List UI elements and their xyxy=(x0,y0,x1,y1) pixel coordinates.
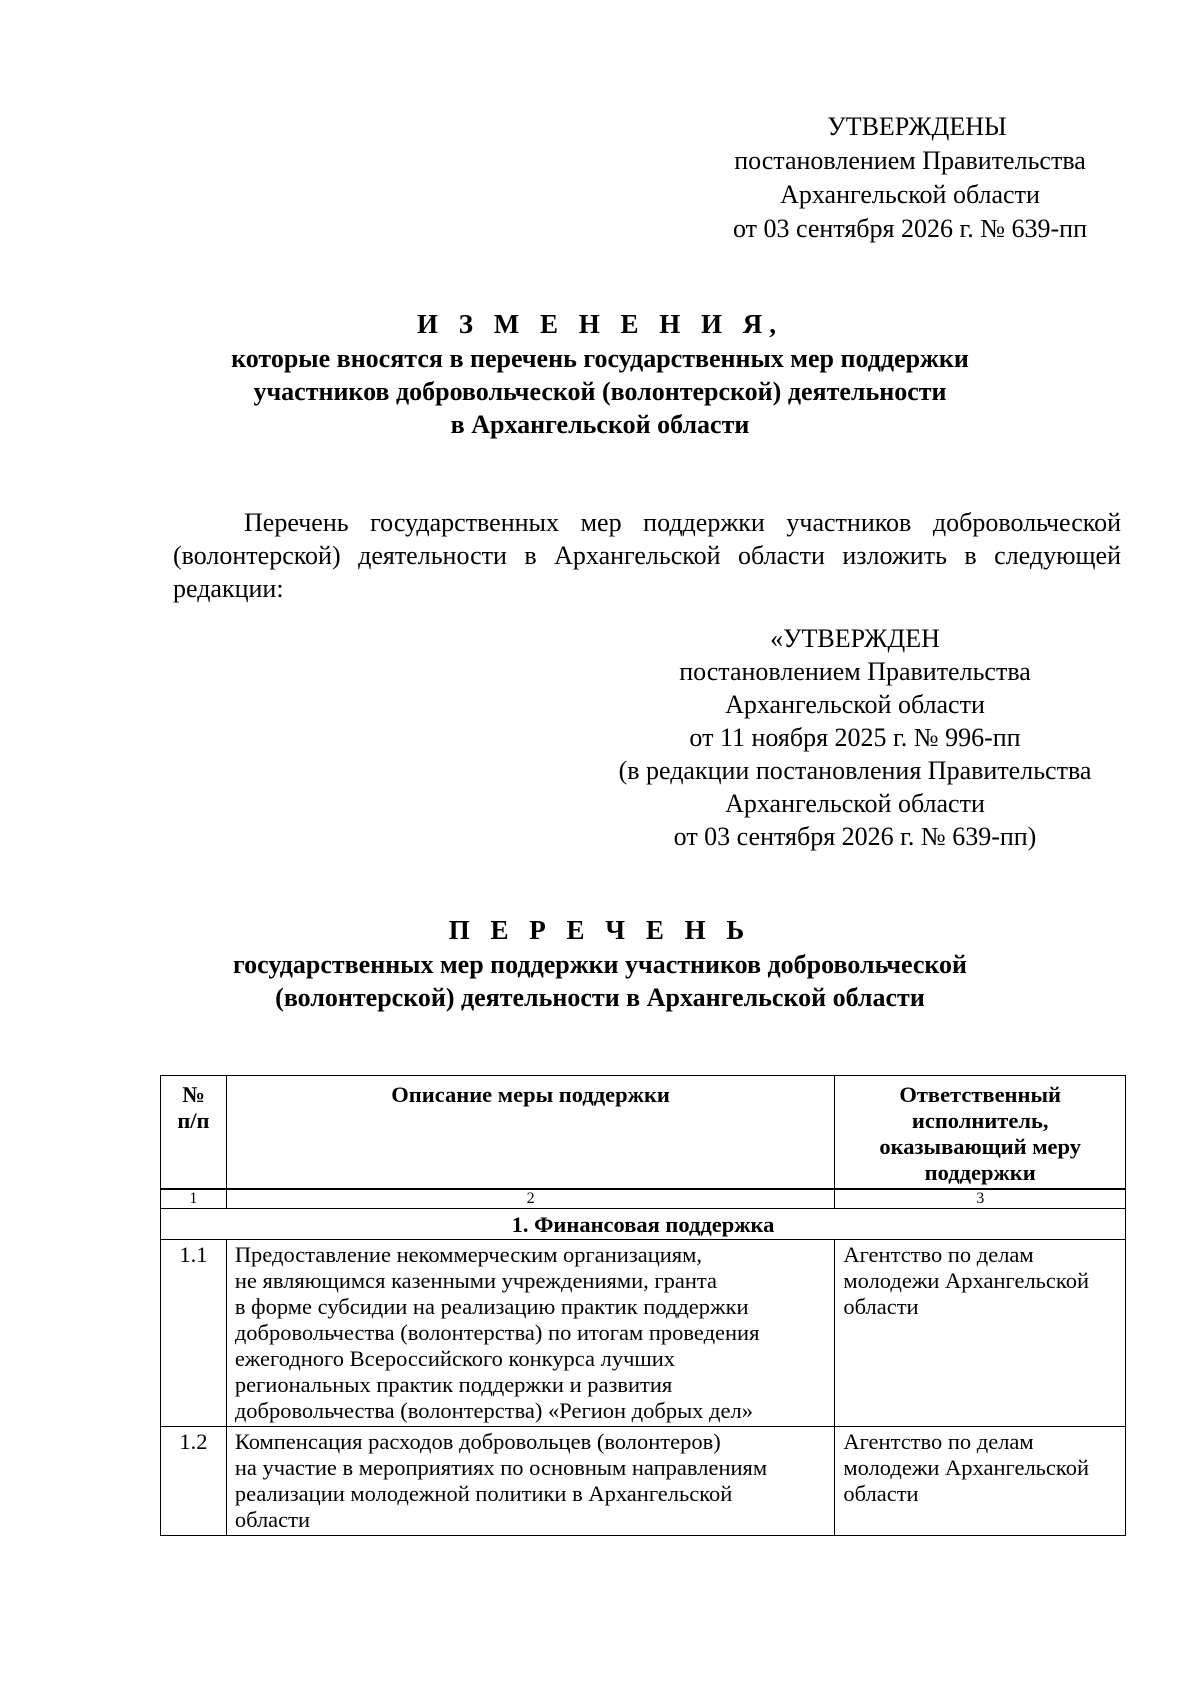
desc-line: Предоставление некоммерческим организациям, xyxy=(234,1242,703,1267)
approval-line: от 11 ноября 2025 г. № 996-пп xyxy=(689,723,1021,752)
column-number: 2 xyxy=(226,1190,835,1209)
approval-line: постановлением Правительства xyxy=(734,146,1086,175)
resp-line: области xyxy=(843,1481,919,1506)
row-desc xyxy=(226,1240,835,1427)
intro-paragraph: Перечень государственных мер поддержки участников добровольческой (волонтерской) деятельности в Архангельской области изложить в следующей редакции: xyxy=(173,508,1121,603)
desc-line: ежегодного Всероссийского конкурса лучших xyxy=(234,1346,676,1371)
approval-line: от 03 сентября 2026 г. № 639-пп) xyxy=(673,822,1037,851)
row-desc xyxy=(226,1427,835,1536)
list-subtitle-line: (волонтерской) деятельности в Архангельской области xyxy=(275,983,925,1012)
approval-line: Архангельской области xyxy=(725,789,985,818)
changes-subtitle-line: участников добровольческой (волонтерской) деятельности xyxy=(253,377,947,406)
table-header-row xyxy=(161,1076,1126,1189)
row-resp xyxy=(835,1427,1126,1536)
header-num-line: п/п xyxy=(177,1108,210,1133)
column-number-row xyxy=(161,1190,1126,1209)
list-subtitle-line: государственных мер поддержки участников добровольческой xyxy=(232,950,968,979)
list-heading: П Е Р Е Ч Е Н Ь xyxy=(448,915,752,945)
changes-subtitle-line: в Архангельской области xyxy=(450,410,750,439)
approval-line: от 03 сентября 2026 г. № 639-пп xyxy=(732,214,1088,243)
column-number: 1 xyxy=(161,1190,227,1209)
list-title xyxy=(150,914,1050,1014)
resp-line: молодежи Архангельской xyxy=(843,1268,1089,1293)
header-resp-line: Ответственный xyxy=(899,1082,1062,1107)
header-resp-line: оказывающий меру xyxy=(879,1134,1082,1159)
column-number: 3 xyxy=(835,1190,1126,1209)
approval-line: Архангельской области xyxy=(780,180,1040,209)
desc-line: добровольчества (волонтерства) по итогам проведения xyxy=(234,1320,760,1345)
section-row xyxy=(161,1209,1126,1240)
approval-stamp-list xyxy=(600,622,1110,853)
measures-table xyxy=(160,1075,1126,1536)
header-num-line: № xyxy=(182,1082,205,1107)
desc-line: региональных практик поддержки и развития xyxy=(234,1372,673,1397)
changes-heading: И З М Е Н Е Н И Я, xyxy=(416,309,783,339)
row-num: 1.2 xyxy=(161,1427,227,1536)
table-row xyxy=(161,1427,1126,1536)
row-num: 1.1 xyxy=(161,1240,227,1427)
desc-line: Компенсация расходов добровольцев (волонтеров) xyxy=(234,1429,721,1454)
approval-line: постановлением Правительства xyxy=(679,657,1031,686)
resp-line: молодежи Архангельской xyxy=(843,1455,1089,1480)
header-desc: Описание меры поддержки xyxy=(226,1076,835,1189)
header-resp-line: исполнитель, xyxy=(911,1108,1049,1133)
approval-line: «УТВЕРЖДЕН xyxy=(770,624,940,653)
approval-line: (в редакции постановления Правительства xyxy=(618,756,1092,785)
row-resp xyxy=(835,1240,1126,1427)
approval-line: Архангельской области xyxy=(725,690,985,719)
changes-subtitle-line: которые вносятся в перечень государственных мер поддержки xyxy=(231,344,969,373)
desc-line: реализации молодежной политики в Архангельской xyxy=(234,1481,733,1506)
approval-line: УТВЕРЖДЕНЫ xyxy=(827,112,1007,141)
desc-line: не являющимся казенными учреждениями, гранта xyxy=(234,1268,717,1293)
desc-line: в форме субсидии на реализацию практик поддержки xyxy=(234,1294,749,1319)
desc-line: на участие в мероприятиях по основным направлениям xyxy=(234,1455,768,1480)
resp-line: Агентство по делам xyxy=(843,1429,1034,1454)
section-title: 1. Финансовая поддержка xyxy=(161,1209,1126,1240)
resp-line: Агентство по делам xyxy=(843,1242,1034,1267)
header-resp xyxy=(835,1076,1126,1189)
desc-line: добровольчества (волонтерства) «Регион добрых дел» xyxy=(234,1398,753,1423)
resp-line: области xyxy=(843,1294,919,1319)
table-row xyxy=(161,1240,1126,1427)
changes-title xyxy=(150,308,1050,441)
header-resp-line: поддержки xyxy=(924,1160,1036,1185)
approval-stamp-top xyxy=(700,110,1120,246)
header-num xyxy=(161,1076,227,1189)
desc-line: области xyxy=(234,1507,311,1532)
